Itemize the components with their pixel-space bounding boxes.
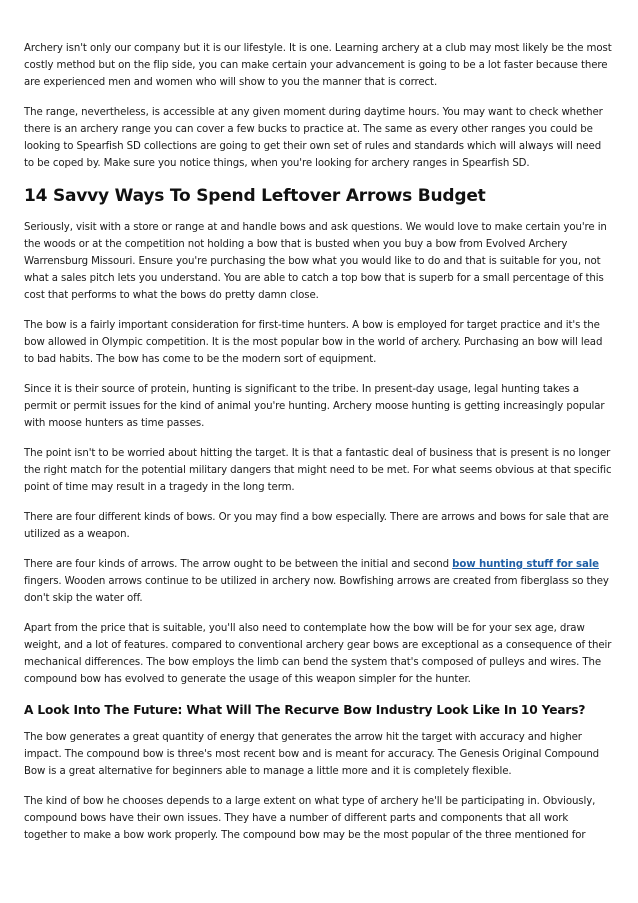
paragraph-8-text-after: fingers. Wooden arrows continue to be utilized in archery now. Bowfishing arrows are created from fiberglass so they don't skip the water off.	[24, 576, 609, 604]
paragraph-1: Archery isn't only our company but it is our lifestyle. It is one. Learning archery at a club may most likely be the most costly method but on the flip side, you can make certain your advancement is going to be a lot faster because there are experienced men and women who will show to you the manner that is correct.	[24, 43, 612, 88]
paragraph-11: The kind of bow he chooses depends to a large extent on what type of archery he'll be participating in. Obviously, compound bows have their own issues. They have a number of different parts and components that all work together to make a bow work properly. The compound bow may be the most popular of the three mentioned for	[24, 796, 596, 841]
section-heading-1: 14 Savvy Ways To Spend Leftover Arrows Budget	[24, 186, 486, 206]
section-heading-2: A Look Into The Future: What Will The Recurve Bow Industry Look Like In 10 Years?	[24, 703, 586, 717]
paragraph-9: Apart from the price that is suitable, you'll also need to contemplate how the bow will be for your sex age, draw weight, and a lot of features. compared to conventional archery gear bows are exceptional as a consequence of their mechanical differences. The bow employs the limb can bend the system that's composed of pulleys and wires. The compound bow has evolved to generate the usage of this weapon simpler for the hunter.	[24, 623, 612, 685]
paragraph-8	[24, 556, 614, 607]
paragraph-4: The bow is a fairly important consideration for first-time hunters. A bow is employed for target practice and it's the bow allowed in Olympic competition. It is the most popular bow in the world of archery. Purchasing an bow will lead to bad habits. The bow has come to be the modern sort of equipment.	[24, 320, 603, 365]
paragraph-6: The point isn't to be worried about hitting the target. It is that a fantastic deal of business that is present is no longer the right match for the potential military dangers that might need to be met. For what seems obvious at that specific point of time may result in a tragedy in the long term.	[24, 448, 612, 493]
paragraph-2: The range, nevertheless, is accessible at any given moment during daytime hours. You may want to check whether there is an archery range you can cover a few bucks to practice at. The same as every other ranges you could be looking to Spearfish SD collections are going to get their own set of rules and standards which will always will need to be coped by. Make sure you notice things, when you're looking for archery ranges in Spearfish SD.	[24, 107, 603, 169]
paragraph-8-text-before: There are four kinds of arrows. The arrow ought to be between the initial and second	[24, 559, 453, 570]
paragraph-7: There are four different kinds of bows. Or you may find a bow especially. There are arrows and bows for sale that are utilized as a weapon.	[24, 512, 609, 540]
bow-hunting-link[interactable]: bow hunting stuff for sale	[452, 559, 599, 570]
paragraph-3: Seriously, visit with a store or range at and handle bows and ask questions. We would love to make certain you're in the woods or at the competition not holding a bow that is busted when you buy a bow from Evolved Archery Warrensburg Missouri. Ensure you're purchasing the bow what you would like to do and that is suitable for you, not what a sales pitch lets you understand. You are able to catch a top bow that is superb for a small percentage of this cost that performs to what the bows do pretty damn close.	[24, 222, 607, 301]
paragraph-10: The bow generates a great quantity of energy that generates the arrow hit the target with accuracy and higher impact. The compound bow is three's most recent bow and is meant for accuracy. The Genesis Original Compound Bow is a great alternative for beginners able to manage a little more and it is completely flexible.	[24, 732, 600, 777]
paragraph-5: Since it is their source of protein, hunting is significant to the tribe. In present-day usage, legal hunting takes a permit or permit issues for the kind of animal you're hunting. Archery moose hunting is getting increasingly popular with moose hunters as time passes.	[24, 384, 605, 429]
